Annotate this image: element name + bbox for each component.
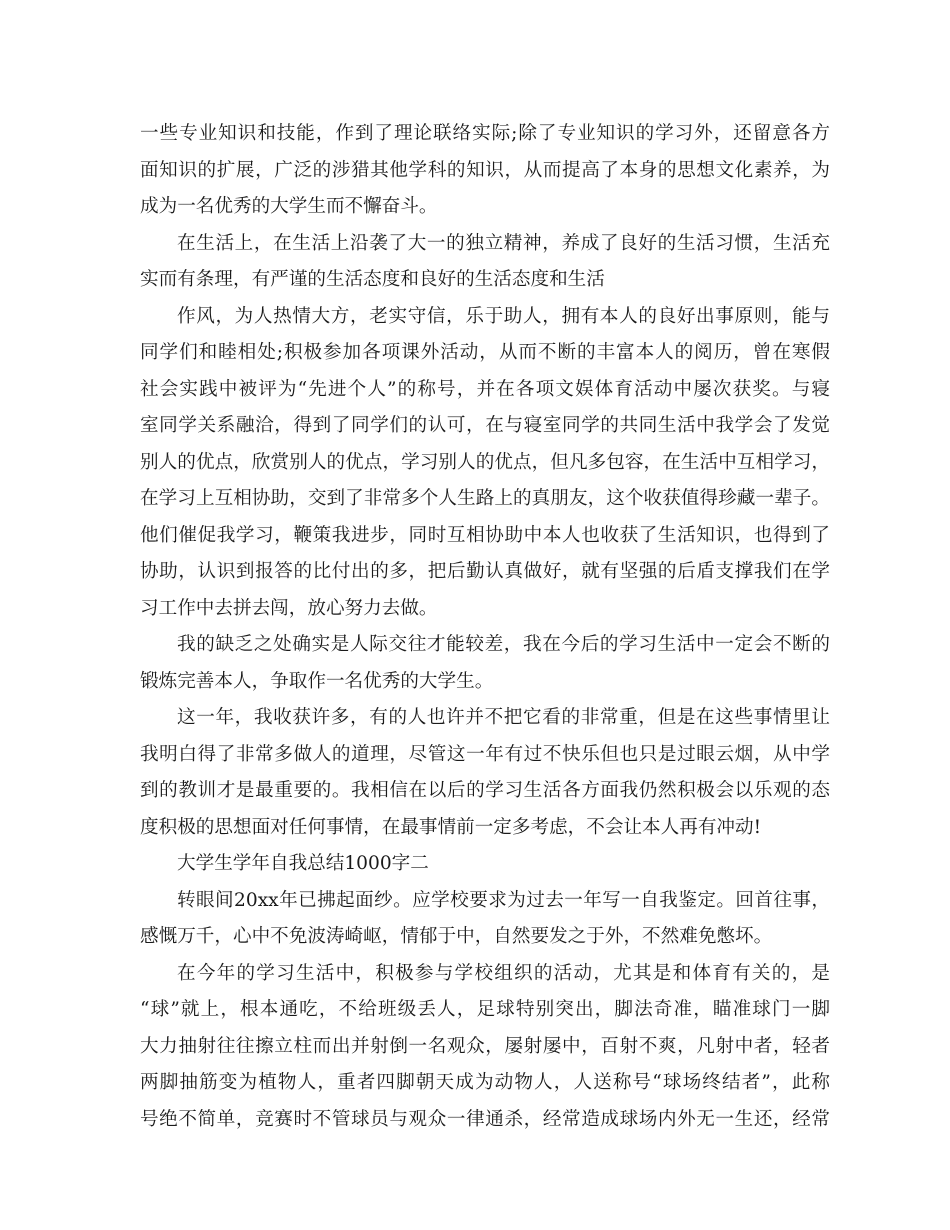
text-line: 我明白得了非常多做人的道理，尽管这一年有过不快乐但也只是过眼云烟，从中学 (140, 743, 830, 765)
text-line: 感慨万千，心中不免波涛崎岖，情郁于中，自然要发之于外，不然难免憋坏。 (140, 926, 773, 947)
text-line: 别人的优点，欣赏别人的优点，学习别人的优点，但凡多包容，在生活中互相学习， (140, 451, 830, 473)
text-line: 我的缺乏之处确实是人际交往才能较差，我在今后的学习生活中一定会不断的 (177, 634, 830, 655)
text-line: 在学习上互相协助，交到了非常多个人生路上的真朋友，这个收获值得珍藏一辈子。 (140, 488, 830, 509)
text-line: 两脚抽筋变为植物人，重者四脚朝天成为动物人，人送称号“球场终结者”，此称 (140, 1072, 830, 1093)
text-line: 成为一名优秀的大学生而不懈奋斗。 (140, 196, 438, 217)
text-line: 到的教训才是最重要的。我相信在以后的学习生活各方面我仍然积极会以乐观的态 (140, 780, 830, 801)
text-line: 大力抽射往往擦立柱而出并射倒一名观众，屡射屡中，百射不爽，凡射中者，轻者 (140, 1035, 830, 1057)
text-line: 协助，认识到报答的比付出的多，把后勤认真做好，就有坚强的后盾支撑我们在学 (140, 561, 830, 582)
text-line: 同学们和睦相处;积极参加各项课外活动，从而不断的丰富本人的阅历，曾在寒假 (140, 342, 830, 363)
text-line: 号绝不简单，竞赛时不管球员与观众一律通杀，经常造成球场内外无一生还，经常 (140, 1108, 830, 1130)
text-line: 这一年，我收获许多，有的人也许并不把它看的非常重，但是在这些事情里让 (177, 707, 830, 728)
text-line: 在今年的学习生活中，积极参与学校组织的活动，尤其是和体育有关的，是 (177, 962, 830, 984)
text-line: 大学生学年自我总结1000字二 (177, 853, 429, 874)
text-line: 一些专业知识和技能，作到了理论联络实际;除了专业知识的学习外，还留意各方 (140, 123, 830, 144)
text-line: 习工作中去拼去闯，放心努力去做。 (140, 597, 438, 619)
text-line: 作风，为人热情大方，老实守信，乐于助人，拥有本人的良好出事原则，能与 (177, 305, 830, 327)
text-line: 室同学关系融洽，得到了同学们的认可，在与寝室同学的共同生活中我学会了发觉 (140, 415, 830, 436)
document-page (140, 116, 830, 1138)
text-line: 锻炼完善本人，争取作一名优秀的大学生。 (140, 670, 494, 692)
text-line: 社会实践中被评为“先进个人”的称号，并在各项文娱体育活动中屡次获奖。与寝 (140, 378, 830, 400)
text-line: 转眼间20xx年已拂起面纱。应学校要求为过去一年写一自我鉴定。回首往事， (177, 889, 830, 911)
text-line: 度积极的思想面对任何事情，在最事情前一定多考虑，不会让本人再有冲动! (140, 816, 762, 838)
text-line: 面知识的扩展，广泛的涉猎其他学科的知识，从而提高了本身的思想文化素养，为 (140, 159, 830, 181)
text-line: 在生活上，在生活上沿袭了大一的独立精神，养成了良好的生活习惯，生活充 (177, 232, 830, 254)
text-line: “球”就上，根本通吃，不给班级丢人，足球特别突出，脚法奇准，瞄准球门一脚 (140, 999, 830, 1020)
text-line: 他们催促我学习，鞭策我进步，同时互相协助中本人也收获了生活知识，也得到了 (140, 524, 830, 546)
text-line: 实而有条理，有严谨的生活态度和良好的生活态度和生活 (140, 269, 605, 290)
